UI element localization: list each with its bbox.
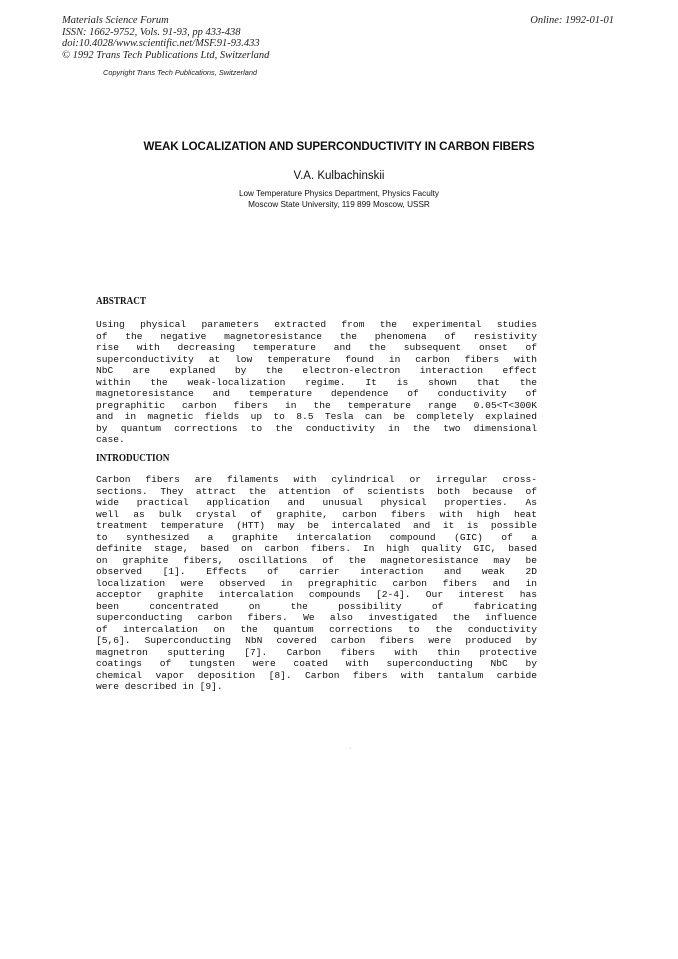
introduction-heading: INTRODUCTION <box>96 453 170 464</box>
issn-line: ISSN: 1662-9752, Vols. 91-93, pp 433-438 <box>62 26 241 38</box>
introduction-line: definite stage, based on carbon fibers. In high quality GIC, based <box>96 543 537 554</box>
abstract-line: NbC are explaned by the electron-electron interaction effect <box>96 365 537 376</box>
abstract-body <box>96 319 537 446</box>
journal-name: Materials Science Forum <box>62 15 169 26</box>
abstract-line: of the negative magnetoresistance the phenomena of resistivity <box>96 330 537 342</box>
introduction-line: been concentrated on the possibility of fabricating <box>96 600 537 612</box>
publisher-copyright: © 1992 Trans Tech Publications Ltd, Switzerland <box>62 49 270 61</box>
introduction-line: to synthesized a graphite intercalation compound (GIC) of a <box>96 531 537 543</box>
introduction-line: wide practical application and unusual physical properties. As <box>96 497 537 508</box>
abstract-line: pregraphitic carbon fibers in the temperature range 0.05<T<300K <box>96 399 537 411</box>
scan-speck <box>350 748 351 749</box>
affiliation-line: Low Temperature Physics Department, Physics Faculty <box>238 189 440 198</box>
introduction-line: chemical vapor deposition [8]. Carbon fibers with tantalum carbide <box>96 669 537 681</box>
copyright-line: Copyright Trans Tech Publications, Switzerland <box>103 68 258 77</box>
introduction-line: treatment temperature (HTT) may be intercalated and it is possible <box>96 520 537 531</box>
introduction-line: well as bulk crystal of graphite, carbon fibers with high heat <box>96 508 537 520</box>
affiliation-line: Moscow State University, 119 899 Moscow, USSR <box>248 200 430 209</box>
introduction-line: on graphite fibers, oscillations of the magnetoresistance may be <box>96 554 537 566</box>
introduction-line: were described in [9]. <box>96 681 223 692</box>
author-affiliation <box>0 188 678 210</box>
author-name: V.A. Kulbachinskii <box>293 170 385 182</box>
abstract-line: case. <box>96 434 125 445</box>
doi-line: doi:10.4028/www.scientific.net/MSF.91-93.433 <box>62 38 260 49</box>
abstract-line: Using physical parameters extracted from the experimental studies <box>96 319 537 330</box>
introduction-line: magnetron sputtering [7]. Carbon fibers with thin protective <box>96 646 537 658</box>
introduction-line: of intercalation on the quantum corrections to the conductivity <box>96 623 537 635</box>
abstract-line: and in magnetic fields up to 8.5 Tesla can be completely explained <box>96 411 537 422</box>
introduction-body <box>96 474 537 693</box>
paper-title: WEAK LOCALIZATION AND SUPERCONDUCTIVITY IN CARBON FIBERS <box>143 140 535 153</box>
publication-metadata <box>62 15 269 61</box>
abstract-line: within the weak-localization regime. It is shown that the <box>96 376 537 388</box>
introduction-line: superconducting carbon fibers. We also investigated the influence <box>96 612 537 623</box>
abstract-line: superconductivity at low temperature found in carbon fibers with <box>96 353 537 365</box>
abstract-line: magnetoresistance and temperature dependence of conductivity of <box>96 388 537 399</box>
online-date: Online: 1992-01-01 <box>530 15 614 26</box>
introduction-line: [5,6]. Superconducting NbN covered carbon fibers were produced by <box>96 635 537 646</box>
abstract-line: by quantum corrections to the conductivity in the two dimensional <box>96 422 537 434</box>
introduction-line: Carbon fibers are filaments with cylindrical or irregular cross- <box>96 474 537 485</box>
abstract-heading: ABSTRACT <box>96 296 146 307</box>
introduction-line: coatings of tungsten were coated with superconducting NbC by <box>96 658 537 669</box>
introduction-line: acceptor graphite intercalation compounds [2-4]. Our interest has <box>96 589 537 600</box>
introduction-line: observed [1]. Effects of carrier interaction and weak 2D <box>96 566 537 577</box>
introduction-line: localization were observed in pregraphitic carbon fibers and in <box>96 577 537 589</box>
abstract-line: rise with decreasing temperature and the subsequent onset of <box>96 342 537 353</box>
introduction-line: sections. They attract the attention of scientists both because of <box>96 485 537 497</box>
